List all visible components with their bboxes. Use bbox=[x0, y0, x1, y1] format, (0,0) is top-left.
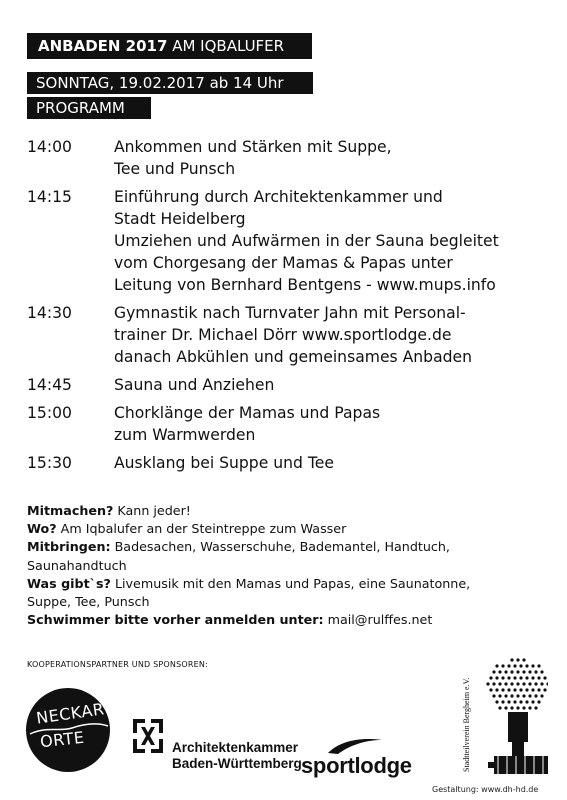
schedule-line: Stadt Heidelberg bbox=[114, 210, 246, 228]
schedule-time: 14:15 bbox=[27, 188, 72, 206]
schedule-description bbox=[114, 402, 547, 446]
schedule-line: Ankommen und Stärken mit Suppe, bbox=[114, 138, 392, 156]
info-wo: Wo? Am Iqbalufer an der Steintreppe zum Wasser bbox=[27, 521, 347, 537]
schedule-row bbox=[27, 402, 547, 446]
info-mitbringen-cont: Saunahandtuch bbox=[27, 557, 127, 573]
schedule-line: danach Abkühlen und gemeinsames Anbaden bbox=[114, 348, 472, 366]
schedule-line: vom Chorgesang der Mamas & Papas unter bbox=[114, 254, 453, 272]
event-title-bold: ANBADEN 2017 bbox=[38, 37, 168, 55]
info-mitbringen: Mitbringen: Badesachen, Wasserschuhe, Bademantel, Handtuch, bbox=[27, 539, 450, 555]
schedule-line: Chorklänge der Mamas und Papas bbox=[114, 404, 381, 422]
schedule-description bbox=[114, 136, 547, 180]
stadtteilverein-tree-icon bbox=[470, 656, 548, 776]
info-section bbox=[27, 502, 547, 629]
design-credit: Gestaltung: www.dh-hd.de bbox=[432, 785, 539, 794]
schedule-line: Umziehen und Aufwärmen in der Sauna begleitet bbox=[114, 232, 499, 250]
schedule-row bbox=[27, 452, 547, 474]
schedule-line: Sauna und Anziehen bbox=[114, 376, 275, 394]
program-label: PROGRAMM bbox=[36, 99, 125, 117]
stadtteilverein-label: Stadtteilverein Bergheim e.V. bbox=[462, 677, 471, 772]
schedule-line: Leitung von Bernhard Bentgens - www.mups.info bbox=[114, 276, 496, 294]
info-schwimmer: Schwimmer bitte vorher anmelden unter: mail@rulffes.net bbox=[27, 612, 433, 628]
river-line-icon bbox=[26, 688, 110, 772]
neckar-logo-line2: ORTE bbox=[39, 727, 86, 752]
schedule-description bbox=[114, 374, 547, 396]
architektenkammer-icon bbox=[133, 719, 163, 753]
schedule-time: 15:30 bbox=[27, 454, 72, 472]
event-title-bar bbox=[27, 33, 312, 59]
info-wasgibts-cont: Suppe, Tee, Punsch bbox=[27, 594, 150, 610]
schedule-time: 15:00 bbox=[27, 404, 72, 422]
schedule-description bbox=[114, 186, 547, 296]
schedule-row bbox=[27, 136, 547, 180]
schedule-line: Einführung durch Architektenkammer und bbox=[114, 188, 443, 206]
partners-label: KOOPERATIONSPARTNER UND SPONSOREN: bbox=[27, 660, 208, 669]
schedule-time: 14:00 bbox=[27, 138, 72, 156]
neckar-orte-logo bbox=[26, 688, 110, 772]
program-label-bar bbox=[27, 97, 151, 119]
schedule-line: Tee und Punsch bbox=[114, 160, 236, 178]
schedule-line: Gymnastik nach Turnvater Jahn mit Personal- bbox=[114, 304, 466, 322]
schedule-row bbox=[27, 186, 547, 296]
schedule-line: zum Warmwerden bbox=[114, 426, 256, 444]
schedule-row bbox=[27, 374, 547, 396]
schedule-time: 14:30 bbox=[27, 304, 72, 322]
schedule-time: 14:45 bbox=[27, 376, 72, 394]
event-date-bar bbox=[27, 72, 313, 94]
schedule-line: Ausklang bei Suppe und Tee bbox=[114, 454, 334, 472]
info-wasgibts: Was gibt`s? Livemusik mit den Mamas und Papas, eine Saunatonne, bbox=[27, 575, 471, 591]
neckar-logo-line1: NECKAR bbox=[35, 699, 106, 728]
architektenkammer-logo: Architektenkammer Baden-Württemberg bbox=[172, 740, 302, 771]
schedule-description bbox=[114, 302, 547, 368]
schedule-description bbox=[114, 452, 547, 474]
event-date: SONNTAG, 19.02.2017 ab 14 Uhr bbox=[36, 74, 284, 92]
event-title-rest: AM IQBALUFER bbox=[167, 37, 285, 55]
info-mitmachen: Mitmachen? Kann jeder! bbox=[27, 503, 191, 518]
schedule-line: trainer Dr. Michael Dörr www.sportlodge.de bbox=[114, 326, 452, 344]
schedule-row bbox=[27, 302, 547, 368]
schedule bbox=[27, 136, 547, 480]
sportlodge-logo: sportlodge bbox=[301, 753, 412, 778]
